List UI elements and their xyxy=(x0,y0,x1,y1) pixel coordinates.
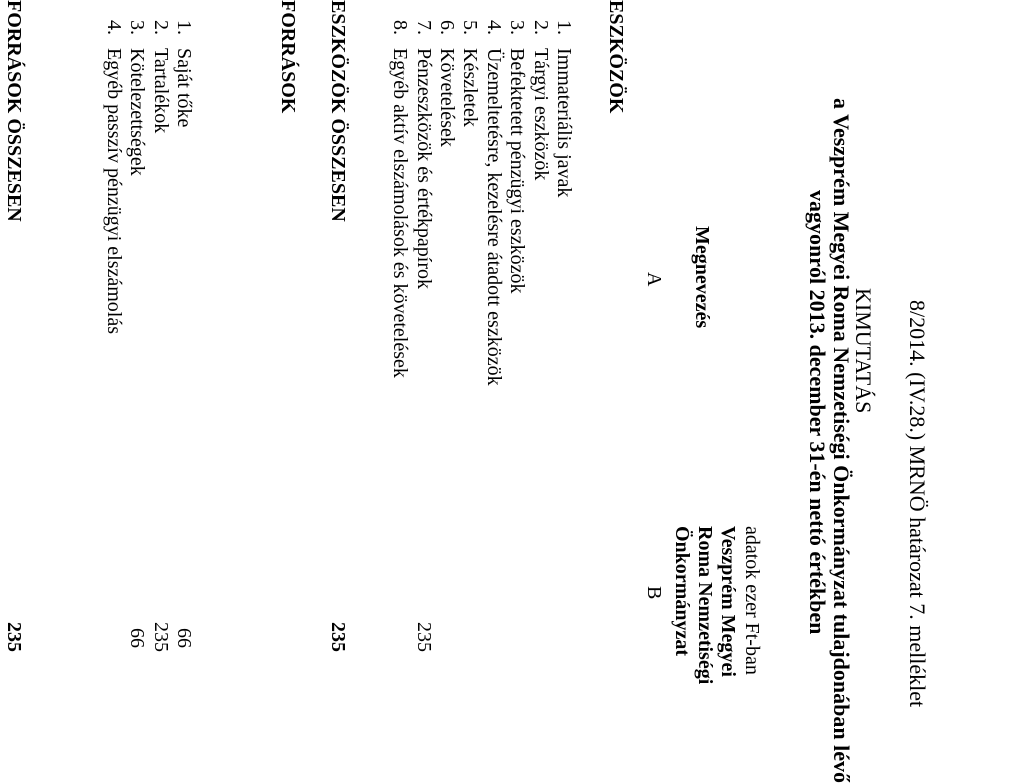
item-number: 7. xyxy=(413,20,435,35)
liabilities-heading: FORRÁSOK xyxy=(277,0,299,114)
item-label: Kötelezettségek xyxy=(126,48,148,176)
document-header: 8/2014. (IV.28.) MRNÖ határozat 7. melléklet xyxy=(905,300,930,708)
column-header-name: Megnevezés xyxy=(691,226,713,329)
item-number: 4. xyxy=(483,20,505,35)
column-header-value-line3: Önkormányzat xyxy=(671,526,693,656)
item-number: 4. xyxy=(103,20,125,35)
document-title: KIMUTATÁS xyxy=(851,288,876,414)
document-subtitle-line2: vagyonról 2013. december 31-én nettó értékben xyxy=(805,190,830,635)
column-header-value-line1: Veszprém Megyei xyxy=(717,526,739,677)
item-label: Egyéb passzív pénzügyi elszámolás xyxy=(103,48,125,335)
item-number: 3. xyxy=(506,20,528,35)
item-number: 1. xyxy=(173,20,195,35)
unit-note: adatok ezer Ft-ban xyxy=(741,526,763,675)
item-label: Tartalékok xyxy=(150,48,172,134)
item-label: Befektetett pénzügyi eszközök xyxy=(506,48,528,294)
item-label: Egyéb aktív elszámolások és követelések xyxy=(389,48,411,378)
item-value: 66 xyxy=(173,628,195,648)
item-value: 235 xyxy=(413,622,435,652)
liabilities-total-label: FORRÁSOK ÖSSZESEN xyxy=(3,0,25,222)
item-label: Készletek xyxy=(459,48,481,127)
item-label: Követelések xyxy=(436,48,458,147)
assets-total-label: ESZKÖZÖK ÖSSZESEN xyxy=(327,0,349,222)
liabilities-total-value: 235 xyxy=(3,622,25,652)
column-letter-b: B xyxy=(643,586,665,600)
item-number: 2. xyxy=(150,20,172,35)
item-label: Tárgyi eszközök xyxy=(530,48,552,181)
item-value: 235 xyxy=(150,622,172,652)
item-number: 8. xyxy=(389,20,411,35)
item-label: Üzemeltetésre, kezelésre átadott eszközök xyxy=(483,48,505,386)
item-number: 5. xyxy=(459,20,481,35)
item-label: Pénzeszközök és értékpapírok xyxy=(413,48,435,290)
item-number: 6. xyxy=(436,20,458,35)
item-number: 3. xyxy=(126,20,148,35)
item-number: 2. xyxy=(530,20,552,35)
item-value: 66 xyxy=(126,628,148,648)
item-number: 1. xyxy=(553,20,575,35)
assets-total-value: 235 xyxy=(327,622,349,652)
column-letter-a: A xyxy=(643,272,665,287)
assets-heading: ESZKÖZÖK xyxy=(605,0,627,114)
item-label: Saját tőke xyxy=(173,48,195,128)
item-label: Immateriális javak xyxy=(553,48,575,198)
column-header-value-line2: Roma Nemzetiségi xyxy=(694,526,716,685)
document-subtitle-line1: a Veszprém Megyei Roma Nemzetiségi Önkormányzat tulajdonában lévő xyxy=(829,98,854,783)
